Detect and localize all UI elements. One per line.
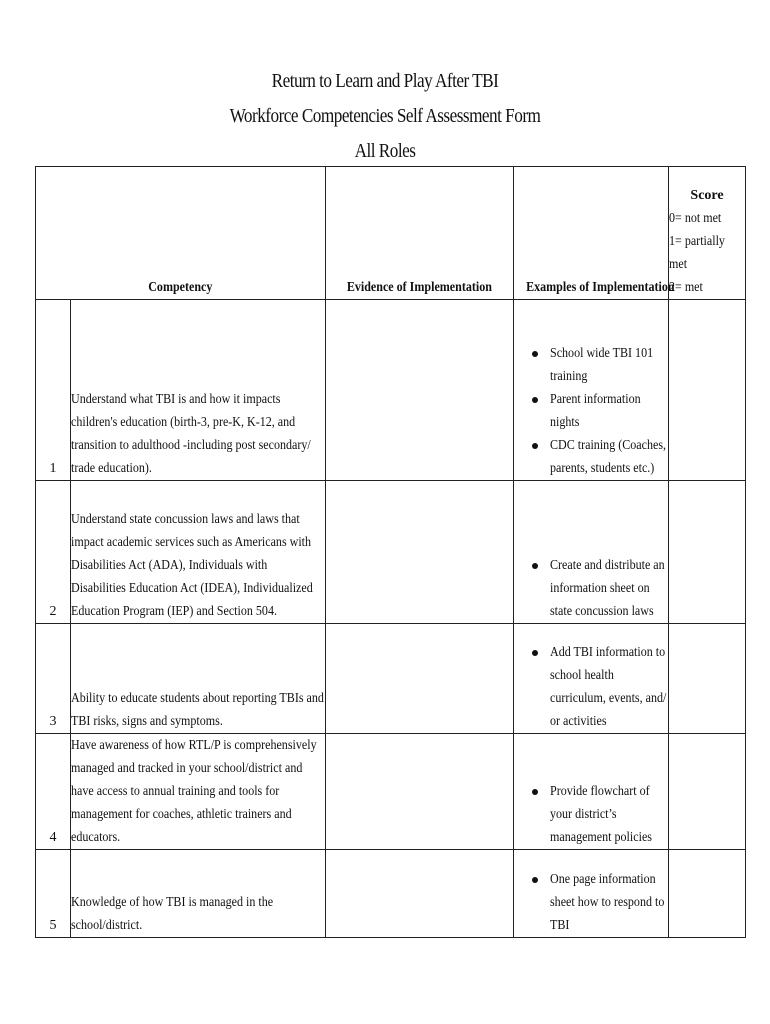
examples-cell — [514, 850, 669, 938]
evidence-header: Evidence of Implementation — [326, 167, 514, 300]
competency-table — [35, 166, 746, 938]
score-cell[interactable] — [669, 850, 746, 938]
row-number: 5 — [36, 850, 71, 938]
form-title-line-1: Return to Learn and Play After TBI — [271, 70, 499, 92]
examples-header: Examples of Implementation — [514, 167, 669, 300]
example-item: Provide flowchart of your district’s management policies — [550, 780, 668, 849]
competency-cell: Understand what TBI is and how it impacts children's education (birth-3, pre-K, K-12, and transition to adulthood -including post secondary/ trade education). — [71, 300, 326, 481]
example-item: CDC training (Coaches, parents, students etc.) — [550, 434, 668, 480]
example-item: Parent information nights — [550, 388, 668, 434]
examples-cell — [514, 300, 669, 481]
example-item: Add TBI information to school health curriculum, events, and/ or activities — [550, 641, 668, 733]
row-number: 1 — [36, 300, 71, 481]
competency-cell: Have awareness of how RTL/P is comprehensively managed and tracked in your school/district and have access to annual training and tools for management for coaches, athletic trainers and educators. — [71, 734, 326, 850]
score-legend-line: 1= partially — [669, 234, 725, 249]
evidence-cell[interactable] — [326, 734, 514, 850]
example-item: Create and distribute an information sheet on state concussion laws — [550, 554, 668, 623]
score-header — [669, 167, 746, 300]
evidence-cell[interactable] — [326, 300, 514, 481]
score-header-title: Score — [690, 188, 724, 203]
evidence-cell[interactable] — [326, 481, 514, 624]
competency-cell: Ability to educate students about reporting TBIs and TBI risks, signs and symptoms. — [71, 624, 326, 734]
score-cell[interactable] — [669, 624, 746, 734]
score-legend — [669, 207, 745, 299]
competency-cell: Knowledge of how TBI is managed in the school/district. — [71, 850, 326, 938]
form-title-line-3: All Roles — [354, 140, 416, 162]
score-cell[interactable] — [669, 734, 746, 850]
form-title-line-2: Workforce Competencies Self Assessment Form — [229, 105, 541, 127]
score-legend-line: met — [669, 257, 688, 272]
competency-header: Competency — [36, 167, 326, 300]
table-header-row — [36, 167, 746, 300]
table-row — [36, 850, 746, 938]
table-row — [36, 481, 746, 624]
examples-cell — [514, 734, 669, 850]
example-item: One page information sheet how to respond to TBI — [550, 868, 668, 937]
row-number: 4 — [36, 734, 71, 850]
evidence-cell[interactable] — [326, 850, 514, 938]
score-legend-line: 0= not met — [669, 211, 722, 226]
score-legend-line: 2= met — [669, 280, 703, 295]
table-row — [36, 300, 746, 481]
evidence-cell[interactable] — [326, 624, 514, 734]
example-item: School wide TBI 101 training — [550, 342, 668, 388]
score-cell[interactable] — [669, 481, 746, 624]
form-title-block — [0, 64, 770, 169]
examples-cell — [514, 624, 669, 734]
competency-cell: Understand state concussion laws and laws that impact academic services such as Americans with Disabilities Act (ADA), Individuals with Disabilities Education Act (IDEA), Individualized Education Program (IEP) and Section 504. — [71, 481, 326, 624]
row-number: 2 — [36, 481, 71, 624]
table-row — [36, 624, 746, 734]
score-cell[interactable] — [669, 300, 746, 481]
table-row — [36, 734, 746, 850]
examples-cell — [514, 481, 669, 624]
row-number: 3 — [36, 624, 71, 734]
